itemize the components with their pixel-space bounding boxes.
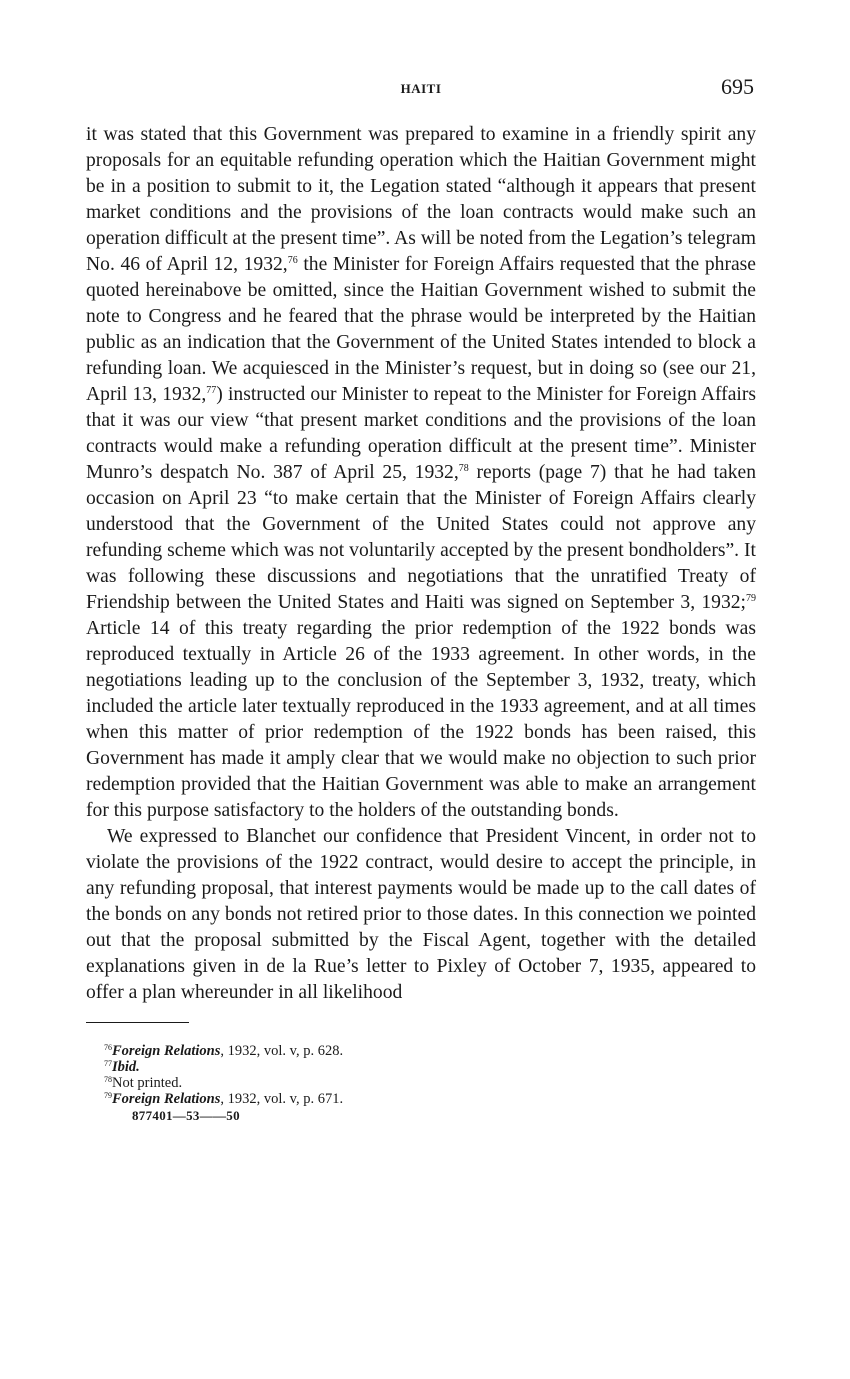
- paragraph-text: it was stated that this Government was prepared to examine in a friendly spirit any proposals for an equitable refunding operation which the Haitian Government might be in a position to submit to it, the Legation stated “although it appears that present market conditions and the provisions of the loan contracts would make such an operation difficult at the present time”. As will be noted from the Legation’s telegram No. 46 of April 12, 1932,: [86, 124, 756, 275]
- paragraph: [86, 824, 756, 1006]
- footnote-text: , 1932, vol. v, p. 671.: [220, 1091, 344, 1107]
- footnote-number: 78: [104, 1075, 112, 1084]
- footnote-reference: 78: [458, 463, 469, 474]
- footnote-divider: [86, 1022, 189, 1023]
- footnote-title: Ibid.: [112, 1059, 140, 1075]
- footnote-reference: 77: [206, 385, 217, 396]
- print-code: 877401—53——50: [132, 1108, 240, 1123]
- footnote-text: , 1932, vol. v, p. 628.: [220, 1043, 344, 1059]
- footnote-number: 76: [104, 1043, 112, 1052]
- footnote-reference: 76: [287, 255, 298, 266]
- document-page: [86, 72, 756, 1125]
- paragraph-text: ) instructed our Minister to repeat to the Minister for Foreign Affairs that it was our view “that present market conditions and the provisions of the loan contracts would make a refunding operation difficult at the present time”. Minister Munro’s despatch No. 387 of April 25, 1932,: [86, 384, 756, 483]
- footnote: [104, 1043, 756, 1059]
- footnote-number: 79: [104, 1091, 112, 1100]
- running-head: HAITI: [400, 81, 442, 96]
- footnote-number: 77: [104, 1059, 112, 1068]
- footnote: [104, 1059, 756, 1075]
- paragraph-text: Article 14 of this treaty regarding the prior redemption of the 1922 bonds was reproduced textually in Article 26 of the 1933 agreement. In other words, in the negotiations leading up to the conclusion of the September 3, 1932, treaty, which included the article later textually reproduced in the 1933 agreement, and at all times when this matter of prior redemption of the 1922 bonds has been raised, this Government has made it amply clear that we would make no objection to such prior redemption provided that the Haitian Government was able to make an arrangement for this purpose satisfactory to the holders of the outstanding bonds.: [86, 618, 756, 821]
- body-text: [86, 122, 756, 1006]
- footnotes: [86, 1043, 756, 1107]
- paragraph: [86, 122, 756, 824]
- paragraph-text: We expressed to Blanchet our confidence that President Vincent, in order not to violate the provisions of the 1922 contract, would desire to accept the principle, in any refunding proposal, that interest payments would be made up to the call dates of the bonds on any bonds not retired prior to those dates. In this connection we pointed out that the proposal submitted by the Fiscal Agent, together with the detailed explanations given in de la Rue’s letter to Pixley of October 7, 1935, appeared to offer a plan whereunder in all likelihood: [86, 826, 756, 1003]
- page-number: 695: [721, 74, 754, 99]
- footnote: [104, 1075, 756, 1091]
- paragraph-text: the Minister for Foreign Affairs requested that the phrase quoted hereinabove be omitted, since the Haitian Government wished to submit the note to Congress and he feared that the phrase would be interpreted by the Haitian public as an indication that the Government of the United States intended to block a refunding loan. We acquiesced in the Minister’s request, but in doing so (see our 21, April 13, 1932,: [86, 254, 757, 405]
- footnote-text: Not printed.: [112, 1075, 183, 1091]
- page-header: [86, 72, 756, 108]
- footnote: [104, 1091, 756, 1107]
- footnote-title: Foreign Relations: [112, 1091, 221, 1107]
- footnote-title: Foreign Relations: [112, 1043, 221, 1059]
- paragraph-text: reports (page 7) that he had taken occasion on April 23 “to make certain that the Minister of Foreign Affairs clearly understood that the Government of the United States could not approve any refunding scheme which was not voluntarily accepted by the present bondholders”. It was following these discussions and negotiations that the unratified Treaty of Friendship between the United States and Haiti was signed on September 3, 1932;: [86, 462, 756, 613]
- footnote-reference: 79: [746, 593, 756, 604]
